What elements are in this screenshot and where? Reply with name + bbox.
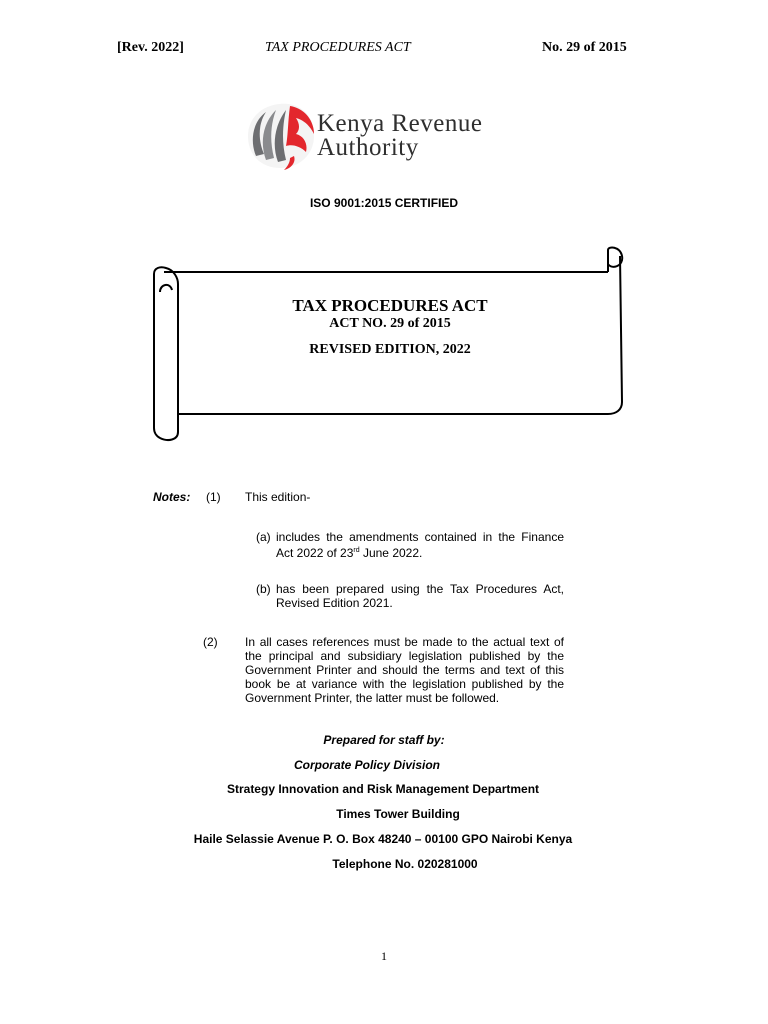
page-number: 1 xyxy=(381,949,387,963)
header-act-number: No. 29 of 2015 xyxy=(542,40,627,55)
building-name: Times Tower Building xyxy=(336,807,460,821)
note-2-number: (2) xyxy=(203,635,218,649)
note-1a-text: includes the amendments contained in the Finance Act 2022 of 23rd June 2022. xyxy=(276,530,564,560)
note-1a-marker: (a) xyxy=(256,530,271,544)
lion-emblem-icon xyxy=(248,104,314,170)
note-1b-text: has been prepared using the Tax Procedures Act, Revised Edition 2021. xyxy=(276,582,564,610)
note-1-number: (1) xyxy=(206,490,221,504)
logo-text-line1: Kenya Revenue xyxy=(317,110,483,137)
notes-label: Notes: xyxy=(153,490,191,504)
iso-certification: ISO 9001:2015 CERTIFIED xyxy=(309,196,459,210)
note-2-text: In all cases references must be made to the actual text of the principal and subsidiary legislation published by the Government Printer and should the terms and text of this book be at variance with the legislation published by the Government Printer, the latter must be followed. xyxy=(245,635,564,705)
banner-edition: REVISED EDITION, 2022 xyxy=(309,342,471,357)
banner-act-number: ACT NO. 29 of 2015 xyxy=(329,316,451,331)
header-revision: [Rev. 2022] xyxy=(117,40,184,55)
banner-title: TAX PROCEDURES ACT xyxy=(292,296,488,315)
logo-text-line2: Authority xyxy=(317,134,419,161)
note-1b-marker: (b) xyxy=(256,582,271,596)
division-name: Corporate Policy Division xyxy=(293,758,441,772)
note-1-text: This edition- xyxy=(245,490,311,504)
postal-address: Haile Selassie Avenue P. O. Box 48240 – 00100 GPO Nairobi Kenya xyxy=(193,832,573,846)
department-name: Strategy Innovation and Risk Management Department xyxy=(226,782,540,796)
telephone-number: Telephone No. 020281000 xyxy=(332,857,478,871)
header-title: TAX PROCEDURES ACT xyxy=(265,40,411,55)
prepared-for-staff: Prepared for staff by: xyxy=(323,733,445,747)
